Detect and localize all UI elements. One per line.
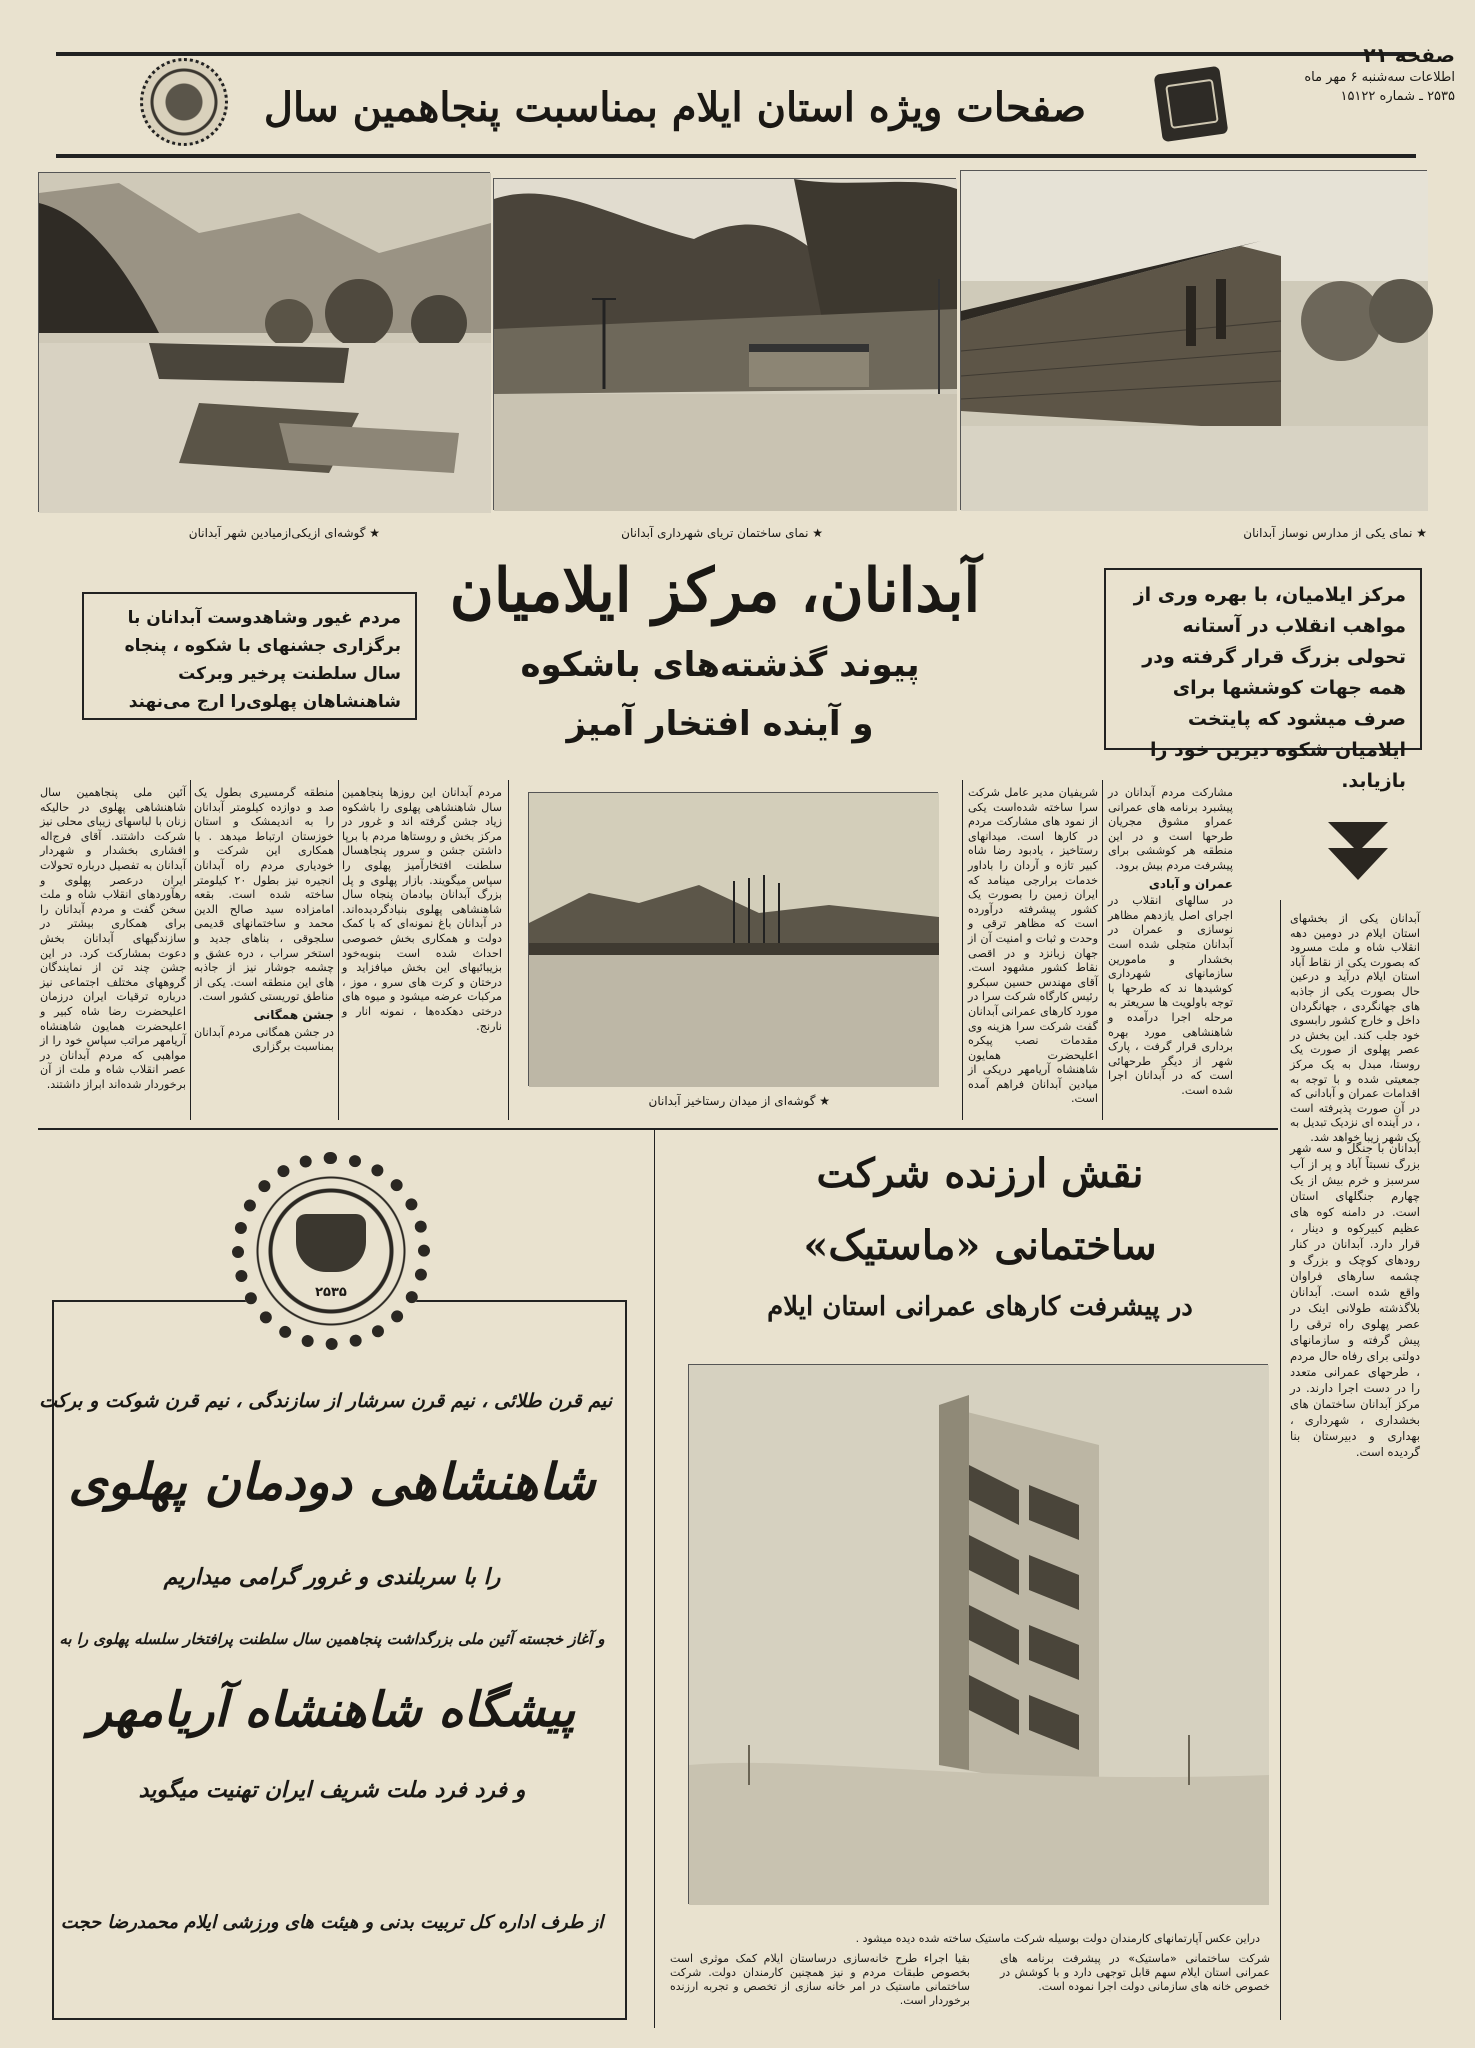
cafeteria-photo-caption: ★ نمای ساختمان تریای شهرداری آبدانان (621, 526, 823, 540)
article-column-2-heading: عمران و آبادی (1148, 876, 1233, 891)
mastic-column-b: بقیا اجراء طرح خانه‌سازی درساستان ایلام کمک موثری است بخصوص طبقات مردم و نیز همچنین کارمندان دولت. شرکت ساختمانی ماستیک در امر خانه سازی از تخصص و تجربه ارزنده برخوردار است. (670, 1952, 970, 2007)
section-divider (38, 1128, 1278, 1130)
ad-line-6: و فرد فرد ملت شریف ایران تهنیت میگوید (138, 1777, 526, 1803)
mastic-apartments-photo (688, 1364, 1268, 1904)
anniversary-ad (39, 1172, 612, 1992)
mastic-title-2: ساختمانی «ماستیک» (803, 1222, 1157, 1269)
square-photo (38, 172, 490, 512)
column-rule (1102, 780, 1103, 1120)
main-subheadline-2: و آینده افتخار آمیز (566, 704, 874, 744)
mastic-title-3: در پیشرفت کارهای عمرانی استان ایلام (767, 1292, 1193, 1322)
column-rule (508, 780, 509, 1120)
column-rule (338, 780, 339, 1120)
column-rule (190, 780, 191, 1120)
intro-box-right: مرکز ایلامیان، با بهره وری از مواهب انقلاب در آستانه تحولی بزرگ قرار گرفته ودر همه جهات کوششها برای صرف میشود که پایتخت ایلامیان شکوه دیرین خود را بازیابد. (1104, 568, 1422, 750)
pahlavi-seal-icon (140, 58, 228, 146)
column-rule (962, 780, 963, 1120)
article-column-5-heading: جشن همگانی (253, 1007, 334, 1022)
issue-date: اطلاعات سه‌شنبه ۶ مهر ماه (1304, 70, 1455, 85)
ad-line-2: شاهنشاهی دودمان پهلوی (68, 1452, 596, 1511)
page-masthead: صفحات ویژه استان ایلام بمناسبت پنجاهمین سال (263, 84, 1087, 131)
ettelaat-logo-icon (1154, 66, 1229, 143)
article-column-2-text: مشارکت مردم آبدانان در پیشبرد برنامه های عمرانی عمراو مشوق مجریان طرحها است و در این منطقه هر کوششی برای پیشرفت مردم بیش برود. (1108, 786, 1233, 872)
article-column-2-text-b: در سالهای انقلاب در اجرای اصل یازدهم مظاهر نوسازی و عمران در آبدانان متجلی شده است بخشدار و مامورین سازمانهای شهرداری کوشیدها ند که طرحها با توجه باولویت ها سریعتر به مرحله اجرا درآمده و شاهنشاهی مورد بهره برداری قرار گرفت ، پارک شهر از دیگر طرحهائی است که در آبدانان اجرا شده است. (1108, 894, 1233, 1097)
article-column-2 (1108, 786, 1233, 1116)
ad-line-3: را با سربلندی و غرور گرامی میداریم (163, 1564, 501, 1590)
article-column-5-text: منطقه گرمسیری بطول یک صد و دوازده کیلومتر آبدانان را به اندیمشک و استان خوزستان ارتباط میدهد . با همکاری این شرکت و خودیاری مردم راه آبدانان انجیره نیز بطول ۲۰ کیلومتر ساخته شده است. بقعه امامزاده سید صالح الدین محمد و ساختمانهای قدیمی سلجوقی ، بناهای جدید و استخر سراب ، دره عشق و چشمه جوشار نیز از جاذبه های این منطقه است. یکی از مناطق توریستی کشور است. (194, 786, 334, 1004)
mastic-column-a: شرکت ساختمانی «ماستیک» در پیشرفت برنامه های عمرانی استان ایلام سهم قابل توجهی دارد و با کوشش در خصوص خانه های سازمانی دولت اجرا نموده است. (1000, 1952, 1270, 1993)
rastakhiz-photo-caption: ★ گوشه‌ای از میدان رستاخیز آبدانان (648, 1094, 830, 1108)
cafeteria-photo (493, 178, 956, 510)
school-photo-caption: ★ نمای یکی از مدارس نوساز آبدانان (1243, 526, 1427, 540)
ad-signature: از طرف اداره کل تربیت بدنی و هیئت های ورزشی ایلام محمدرضا حجت (60, 1912, 604, 1933)
square-photo-caption: ★ گوشه‌ای ازیکی‌ازمیادین شهر آبدانان (188, 526, 380, 540)
section-divider-vertical (654, 1128, 655, 2028)
article-column-4: مردم آبدانان این روزها پنجاهمین سال شاهنشاهی پهلوی را باشکوه زیاد جشن گرفته اند و غرور در مرکز بخش و روستاها مردم با برپا داشتن جشن و سرور پنجاهسال سلطنت افتخارآمیز پهلوی را سپاس میگویند. بازار پهلوی و پل بزرگ آبدانان بیادمان پنجاه سال شاهنشاهی پهلوی بنیادگردیده‌اند. در آبدانان باغ نمونه‌ای که با کمک دولت و همکاری بخش خصوصی احداث شده است بنوبه‌خود بزیبائیهای این بخش میافزاید و درختان و کرت های سرو ، موز ، مرکبات عرضه میشود و میوه های درختی دهکده‌ها ، نمونه انار و نارنج. (342, 786, 502, 1033)
article-column-1: آبدانان یکی از بخشهای استان ایلام در دومین دهه انقلاب شاه و ملت مسرود که بصورت یکی از نقاط آباد استان ایلام درآید و درعین حال بصورت یکی از جاذبه های جهانگردی ، جهانگردان داخل و خارج کشور رابسوی خود جلب کند. این بخش در عصر پهلوی از صورت یک روستا، مبدل به یک مرکز جمعیتی شده و با توجه به اقدامات عمران و آبادانی که در آن صورت پذیرفته است ، در آینده ای نزدیک تبدیل به یک شهر زیبا خواهد شد. (1290, 912, 1420, 1144)
rastakhiz-square-photo (528, 792, 938, 1086)
issue-number: ۲۵۳۵ ـ شماره ۱۵۱۲۲ (1340, 89, 1455, 104)
article-column-5-text-b: در جشن همگانی مردم آبدانان بمناسبت برگزاری (194, 1025, 334, 1054)
down-arrow-icon (1324, 818, 1392, 886)
right-column-continued: آبدانان با جنگل و سه شهر بزرگ نسبتاً آباد و پر از آب سرسبز و خرم بیش از یک چهارم جنگلهای استان است. در دامنه کوه های عظیم کبیرکوه و دینار ، قرار دارد. آبدانان در کنار رودهای کوچک و بزرگ و چشمه سارهای فراوان واقع شده است. آبدانان بلاگذشته طولانی اینک در عصر پهلوی راه ترقی را پیش گرفته و سازمانهای دولتی برای رفاه حال مردم ، طرحهای عمرانی متعدد را در دست اجرا دارند. در مرکز آبدانان ساختمان های بخشداری ، شهرداری ، بهداری و دبیرستان بنا گردیده است. (1290, 1141, 1420, 1459)
mastic-title-1: نقش ارزنده شرکت (816, 1150, 1144, 1197)
emblem-year: ۲۵۳۵ (315, 1285, 347, 1300)
article-column-5 (194, 786, 334, 1116)
article-column-6: آئین ملی پنجاهمین سال شاهنشاهی پهلوی در حالیکه زنان با لباسهای زیبای محلی نیز شرکت داشتند. آقای فرج‌اله افشاری بخشدار و شهردار آبدانان به تفصیل درباره تحولات ایران درعصر پهلوی و رهآوردهای انقلاب شاه و ملت سخن گفت و مردم آبدانان را برای همکاری بیشتر در سازندگیهای آبدانان بخش دعوت بمشارکت کرد. در این جشن چند تن از نمایندگان گروههای مختلف اجتماعی نیز درباره ترقیات ایران درزمان اعلیحضرت رضا شاه کبیر و اعلیحضرت همایون شاهنشاه آریامهر مراتب سپاس خود را از مواهبی که مردم آبدانان در عصر انقلاب شاه و ملت از آن برخوردار شده‌اند ابراز داشتند. (40, 786, 186, 1091)
intro-box-left: مردم غیور وشاهدوست آبدانان با برگزاری جشنهای با شکوه ، پنجاه سال سلطنت پرخیر وبرکت شاهنشاهان پهلوی‌را ارج می‌نهند (82, 592, 417, 720)
article-column-3: شریفیان مدیر عامل شرکت سرا ساخته شده‌است یکی از نمود های مشارکت مردم در کارها است. میدانهای رستاخیز ، یادبود رضا شاه کبیر تازه و آردان را باداور خدمات برارجی مینامد که ایران زمین را بصورت یک کشور پیشرفته درآورده است که مظاهر ترقی و وحدت و ثبات و امنیت آن از جهان زبانزد و در اقصی نقاط کشور مشهود است. آقای مهندس حسین سبکرو رئیس کارگاه شرکت سرا در مورد کارهای عمرانی آبدانان گفت شرکت سرا هزینه وی مقدمات نصب پیکره اعلیحضرت همایون شاهنشاه آریامهر دریکی از میادین آبدانان فراهم آمده است. (967, 786, 1098, 1106)
school-photo (960, 170, 1427, 510)
ad-line-4: و آغاز خجسته آئین ملی بزرگداشت پنجاهمین سال سلطنت پرافتخار سلسله پهلوی را به (59, 1630, 605, 1648)
main-headline: آبدانان، مرکز ایلامیان (449, 556, 981, 626)
main-subheadline-1: پیوند گذشته‌های باشکوه (520, 645, 920, 685)
ad-line-5: پیشگاه شاهنشاه آریامهر (88, 1682, 576, 1738)
issue-info (1255, 42, 1455, 106)
page-number: صفحه ۲۱ (1363, 43, 1455, 67)
ad-line-1: نیم قرن طلائی ، نیم قرن سرشار از سازندگی ، نیم قرن شوکت و برکت (39, 1390, 612, 1412)
mastic-photo-caption: دراین عکس آپارتمانهای کارمندان دولت بوسیله شرکت ماستیک ساخته شده دیده میشود . (855, 1932, 1260, 1945)
column-rule (1280, 900, 1281, 2020)
